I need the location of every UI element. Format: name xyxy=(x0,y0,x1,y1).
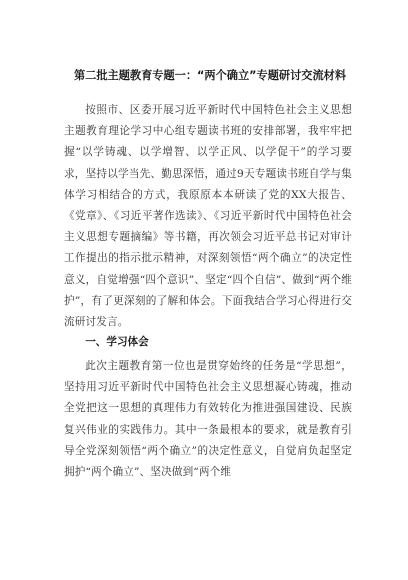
section-paragraph: 此次主题教育第一位也是贯穿始终的任务是“学思想”，坚持用习近平新时代中国特色社会主义思想凝心铸魂，推动全党把这一思想的真理伟力有效转化为推进强国建设、民族复兴伟业的实践伟力。其中一条最根本的要求，就是教育引导全党深刻领悟“两个确立”的决定性意义，自觉肩负起坚定拥护“两个确立”、坚决做到“两个维 xyxy=(64,360,352,479)
section-heading: 一、学习体会 xyxy=(85,336,149,348)
intro-paragraph: 按照市、区委开展习近平新时代中国特色社会主义思想主题教育理论学习中心组专题读书班的安排部署，我牢牢把握“以学铸魂、以学增智、以学正风、以学促干”的学习要求，坚持以学当先、勤思深悟，通过9天专题读书班自学与集体学习相结合的方式，我原原本本研读了党的XX大报告、《党章》、《习近平著作选读》、《习近平新时代中国特色社会主义思想专题摘编》等书籍，再次领会习近平总书记对审计工作提出的指示批示精神，对深刻领悟“两个确立”的决定性意义，自觉增强“四个意识”、坚定“四个自信”、做到“两个维护”，有了更深刻的了解和体会。下面我结合学习心得进行交流研讨发言。 xyxy=(64,104,352,329)
document-title: 第二批主题教育专题一：“两个确立”专题研讨交流材料 xyxy=(73,69,347,82)
